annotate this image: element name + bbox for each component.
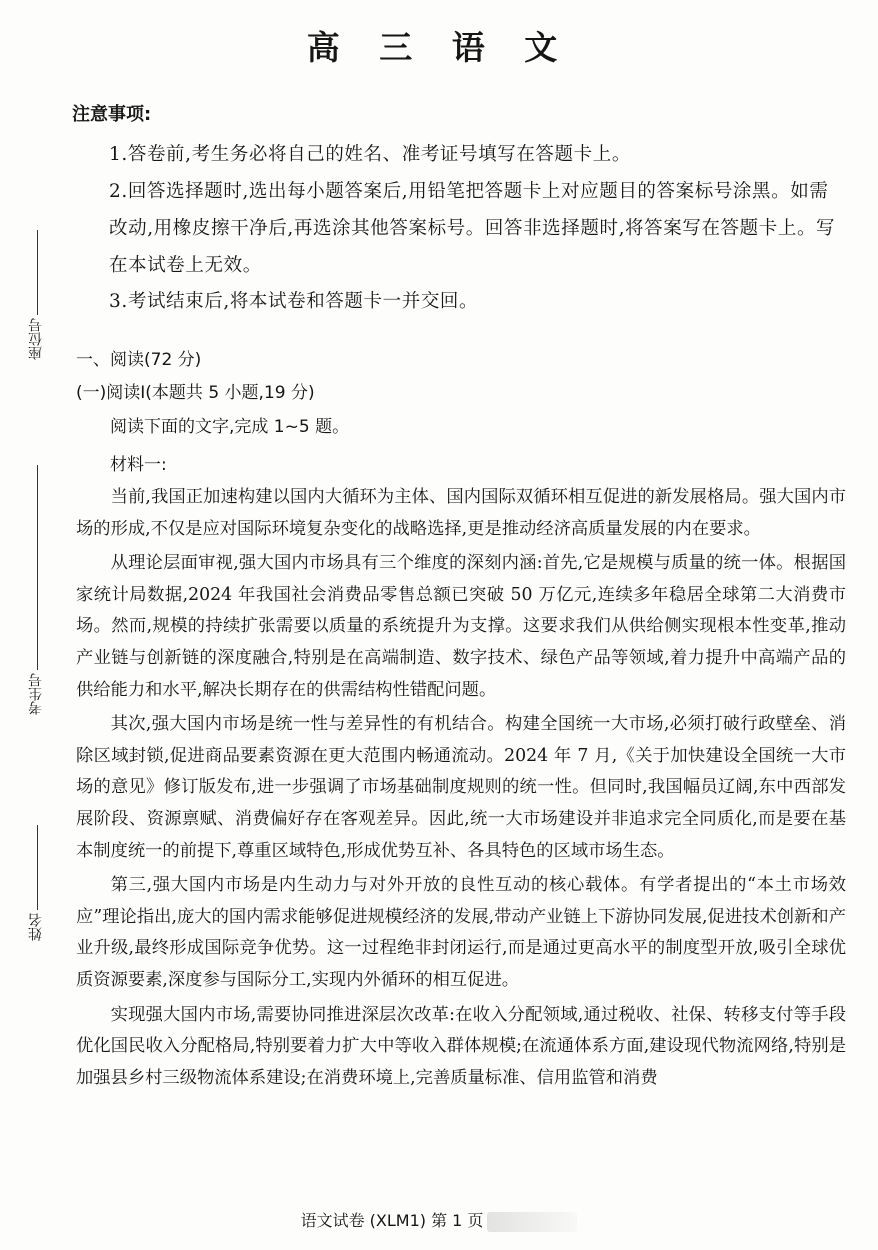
- notice-item: [72, 136, 842, 173]
- section-subheading: (一)阅读Ⅰ(本题共 5 小题,19 分): [76, 383, 315, 403]
- name-field: [26, 825, 50, 955]
- name-line: [37, 825, 38, 910]
- exam-number-line: [37, 465, 38, 670]
- paragraph-4: 第三,强大国内市场是内生动力与对外开放的良性互动的核心载体。有学者提出的“本土市场效应”理论指出,庞大的国内需求能够促进规模经济的发展,带动产业链上下游协同发展,促进技术创新和产业升级,最终形成国际竞争优势。这一过程绝非封闭运行,而是通过更高水平的制度型开放,吸引全球优质资源要素,深度参与国际分工,实现内外循环的相互促进。: [76, 875, 846, 990]
- seat-number-label: 座位号: [28, 318, 44, 360]
- section-instruction: 阅读下面的文字,完成 1~5 题。: [110, 417, 350, 437]
- notice-item-3: 3.考试结束后,将本试卷和答题卡一并交回。: [109, 291, 479, 312]
- exam-number-field: [26, 465, 50, 725]
- notice-heading: 注意事项:: [72, 104, 152, 125]
- material-label: 材料一:: [110, 455, 167, 475]
- notice-item-1: 1.答卷前,考生务必将自己的姓名、准考证号填写在答题卡上。: [109, 144, 631, 165]
- name-label: 姓名: [28, 913, 44, 941]
- paragraph-2: 从理论层面审视,强大国内市场具有三个维度的深刻内涵:首先,它是规模与质量的统一体。根据国家统计局数据,2024 年我国社会消费品零售总额已突破 50 万亿元,连续多年稳居全球第二大消费市场。然而,规模的持续扩张需要以质量的系统提升为支撑。这要求我们从供给侧实现根本性变革,推动产业链与创新链的深度融合,特别是在高端制造、数字技术、绿色产品等领域,着力提升中高端产品的供给能力和水平,解决长期存在的供需结构性错配问题。: [76, 553, 846, 700]
- paragraph-3: 其次,强大国内市场是统一性与差异性的有机结合。构建全国统一大市场,必须打破行政壁垒、消除区域封锁,促进商品要素资源在更大范围内畅通流动。2024 年 7 月,《关于加快建设全国统一大市场的意见》修订版发布,进一步强调了市场基础制度规则的统一性。但同时,我国幅员辽阔,东中西部发展阶段、资源禀赋、消费偏好存在客观差异。因此,统一大市场建设并非追求完全同质化,而是要在基本制度统一的前提下,尊重区域特色,形成优势互补、各具特色的区域市场生态。: [76, 714, 846, 861]
- paragraph-1: 当前,我国正加速构建以国内大循环为主体、国内国际双循环相互促进的新发展格局。强大国内市场的形成,不仅是应对国际环境复杂变化的战略选择,更是推动经济高质量发展的内在要求。: [76, 487, 846, 539]
- paragraph-5: 实现强大国内市场,需要协同推进深层次改革:在收入分配领域,通过税收、社保、转移支付等手段优化国民收入分配格局,特别要着力扩大中等收入群体规模;在流通体系方面,建设现代物流网络,特别是加强县乡村三级物流体系建设;在消费环境上,完善质量标准、信用监管和消费: [76, 1004, 846, 1088]
- page-footer: [0, 1208, 878, 1232]
- seat-number-line: [37, 230, 38, 315]
- watermark: [487, 1212, 577, 1232]
- notice-item-2: 2.回答选择题时,选出每小题答案后,用铅笔把答题卡上对应题目的答案标号涂黑。如需改动,用橡皮擦干净后,再选涂其他答案标号。回答非选择题时,将答案写在答题卡上。写在本试卷上无效。: [109, 181, 836, 276]
- reading-passage: [76, 482, 846, 1097]
- seat-number-field: [26, 230, 50, 370]
- section-heading: 一、阅读(72 分): [76, 350, 202, 370]
- notice-item: [72, 173, 842, 284]
- exam-number-label: 考生号: [28, 673, 44, 715]
- page-title: 高 三 语 文: [306, 28, 572, 67]
- footer-text: 语文试卷 (XLM1) 第 1 页: [300, 1211, 484, 1230]
- notice-item: [72, 283, 842, 320]
